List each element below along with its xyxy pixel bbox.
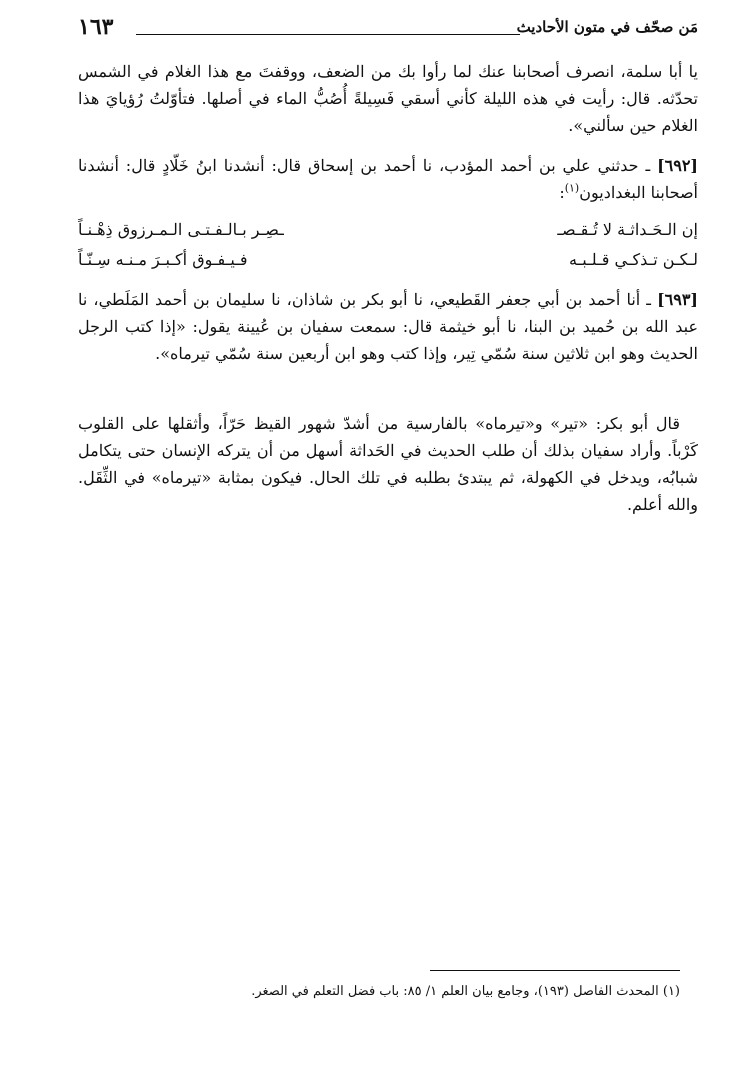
footnote — [180, 984, 680, 999]
hadith-693-body: ـ أنا أحمد بن أبي جعفر القَطيعي، نا أبو بكر بن شاذان، نا سليمان بن أحمد المَلَطي، نا عبد الله بن حُميد بن البنا، نا أبو خيثمة قال: سمعت سفيان بن عُيينة يقول: «إذا كتب الرجل الحديث وهو ابن ثلاثين سنة سُمّي تِير، وإذا كتب وهو ابن أربعين سنة سُمّي تيرماه». — [78, 290, 698, 363]
hadith-692 — [78, 152, 698, 206]
running-header — [78, 10, 698, 40]
running-title: مَن صحّف في متون الأحاديث — [516, 18, 698, 36]
paragraph-intro — [78, 58, 698, 139]
hadith-692-colon: : — [559, 183, 565, 202]
poem-line-2-first-hemistich: لـكـن تـذكـي قـلـبـه — [568, 250, 698, 269]
footnote-rule — [430, 970, 680, 971]
poem — [78, 220, 698, 280]
hadith-693-number: [٦٩٣] — [657, 290, 698, 309]
hadith-692-isnad: ـ حدثني علي بن أحمد المؤدب، نا أحمد بن إسحاق قال: أنشدنا ابنُ خَلّادٍ قال: أنشدنا أصحابنا البغداديون — [78, 156, 698, 202]
poem-line-2 — [78, 250, 698, 280]
footnote-text: (١) المحدث الفاصل (١٩٣)، وجامع بيان العلم ١/ ٨٥: باب فضل التعلم في الصغر. — [251, 984, 680, 999]
page-number: ١٦٣ — [78, 14, 114, 40]
header-rule — [136, 34, 520, 35]
poem-line-1-first-hemistich: إن الـحَـداثـة لا تُـقـصـ — [557, 220, 698, 239]
paragraph-intro-text: يا أبا سلمة، انصرف أصحابنا عنك لما رأوا بك من الضعف، ووقفتَ مع هذا الغلام في الشمس تحدّثه. قال: رأيت في هذه الليلة كأني أسقي فَسِيلةً أُصُبُّ الماء في أصلها. فتأوّلتُ رُؤيايَ هذا الغلام حين سألني». — [78, 62, 698, 135]
paragraph-commentary-text: قال أبو بكر: «تير» و«تيرماه» بالفارسية من أشدّ شهور القيظ حَرّاً، وأثقلها على القلوب كَرْباً. وأراد سفيان بذلك أن طلب الحديث في الحَداثة أسهل من أن يتركه الإنسان حتى يتكامل شبابُه، ويدخل في الكهولة، ثم يبتدئ بطلبه في تلك الحال. فيكون بمثابة «تيرماه» في الثِّقَل. والله أعلم. — [78, 414, 699, 514]
poem-line-1 — [78, 220, 698, 250]
footnote-marker: (١) — [564, 181, 580, 195]
hadith-693 — [78, 286, 698, 367]
hadith-692-number: [٦٩٢] — [657, 156, 698, 175]
poem-line-1-second-hemistich: ـصِـر بـالـفـتـى الـمـرزوق ذِهْـنـاً — [78, 220, 284, 239]
hadith-693-text — [78, 286, 698, 367]
paragraph-commentary — [78, 410, 698, 518]
poem-line-2-second-hemistich: فـيـفـوق أكـبـرَ مـنـه سِـنّـاً — [78, 250, 248, 269]
hadith-692-text — [78, 152, 698, 206]
